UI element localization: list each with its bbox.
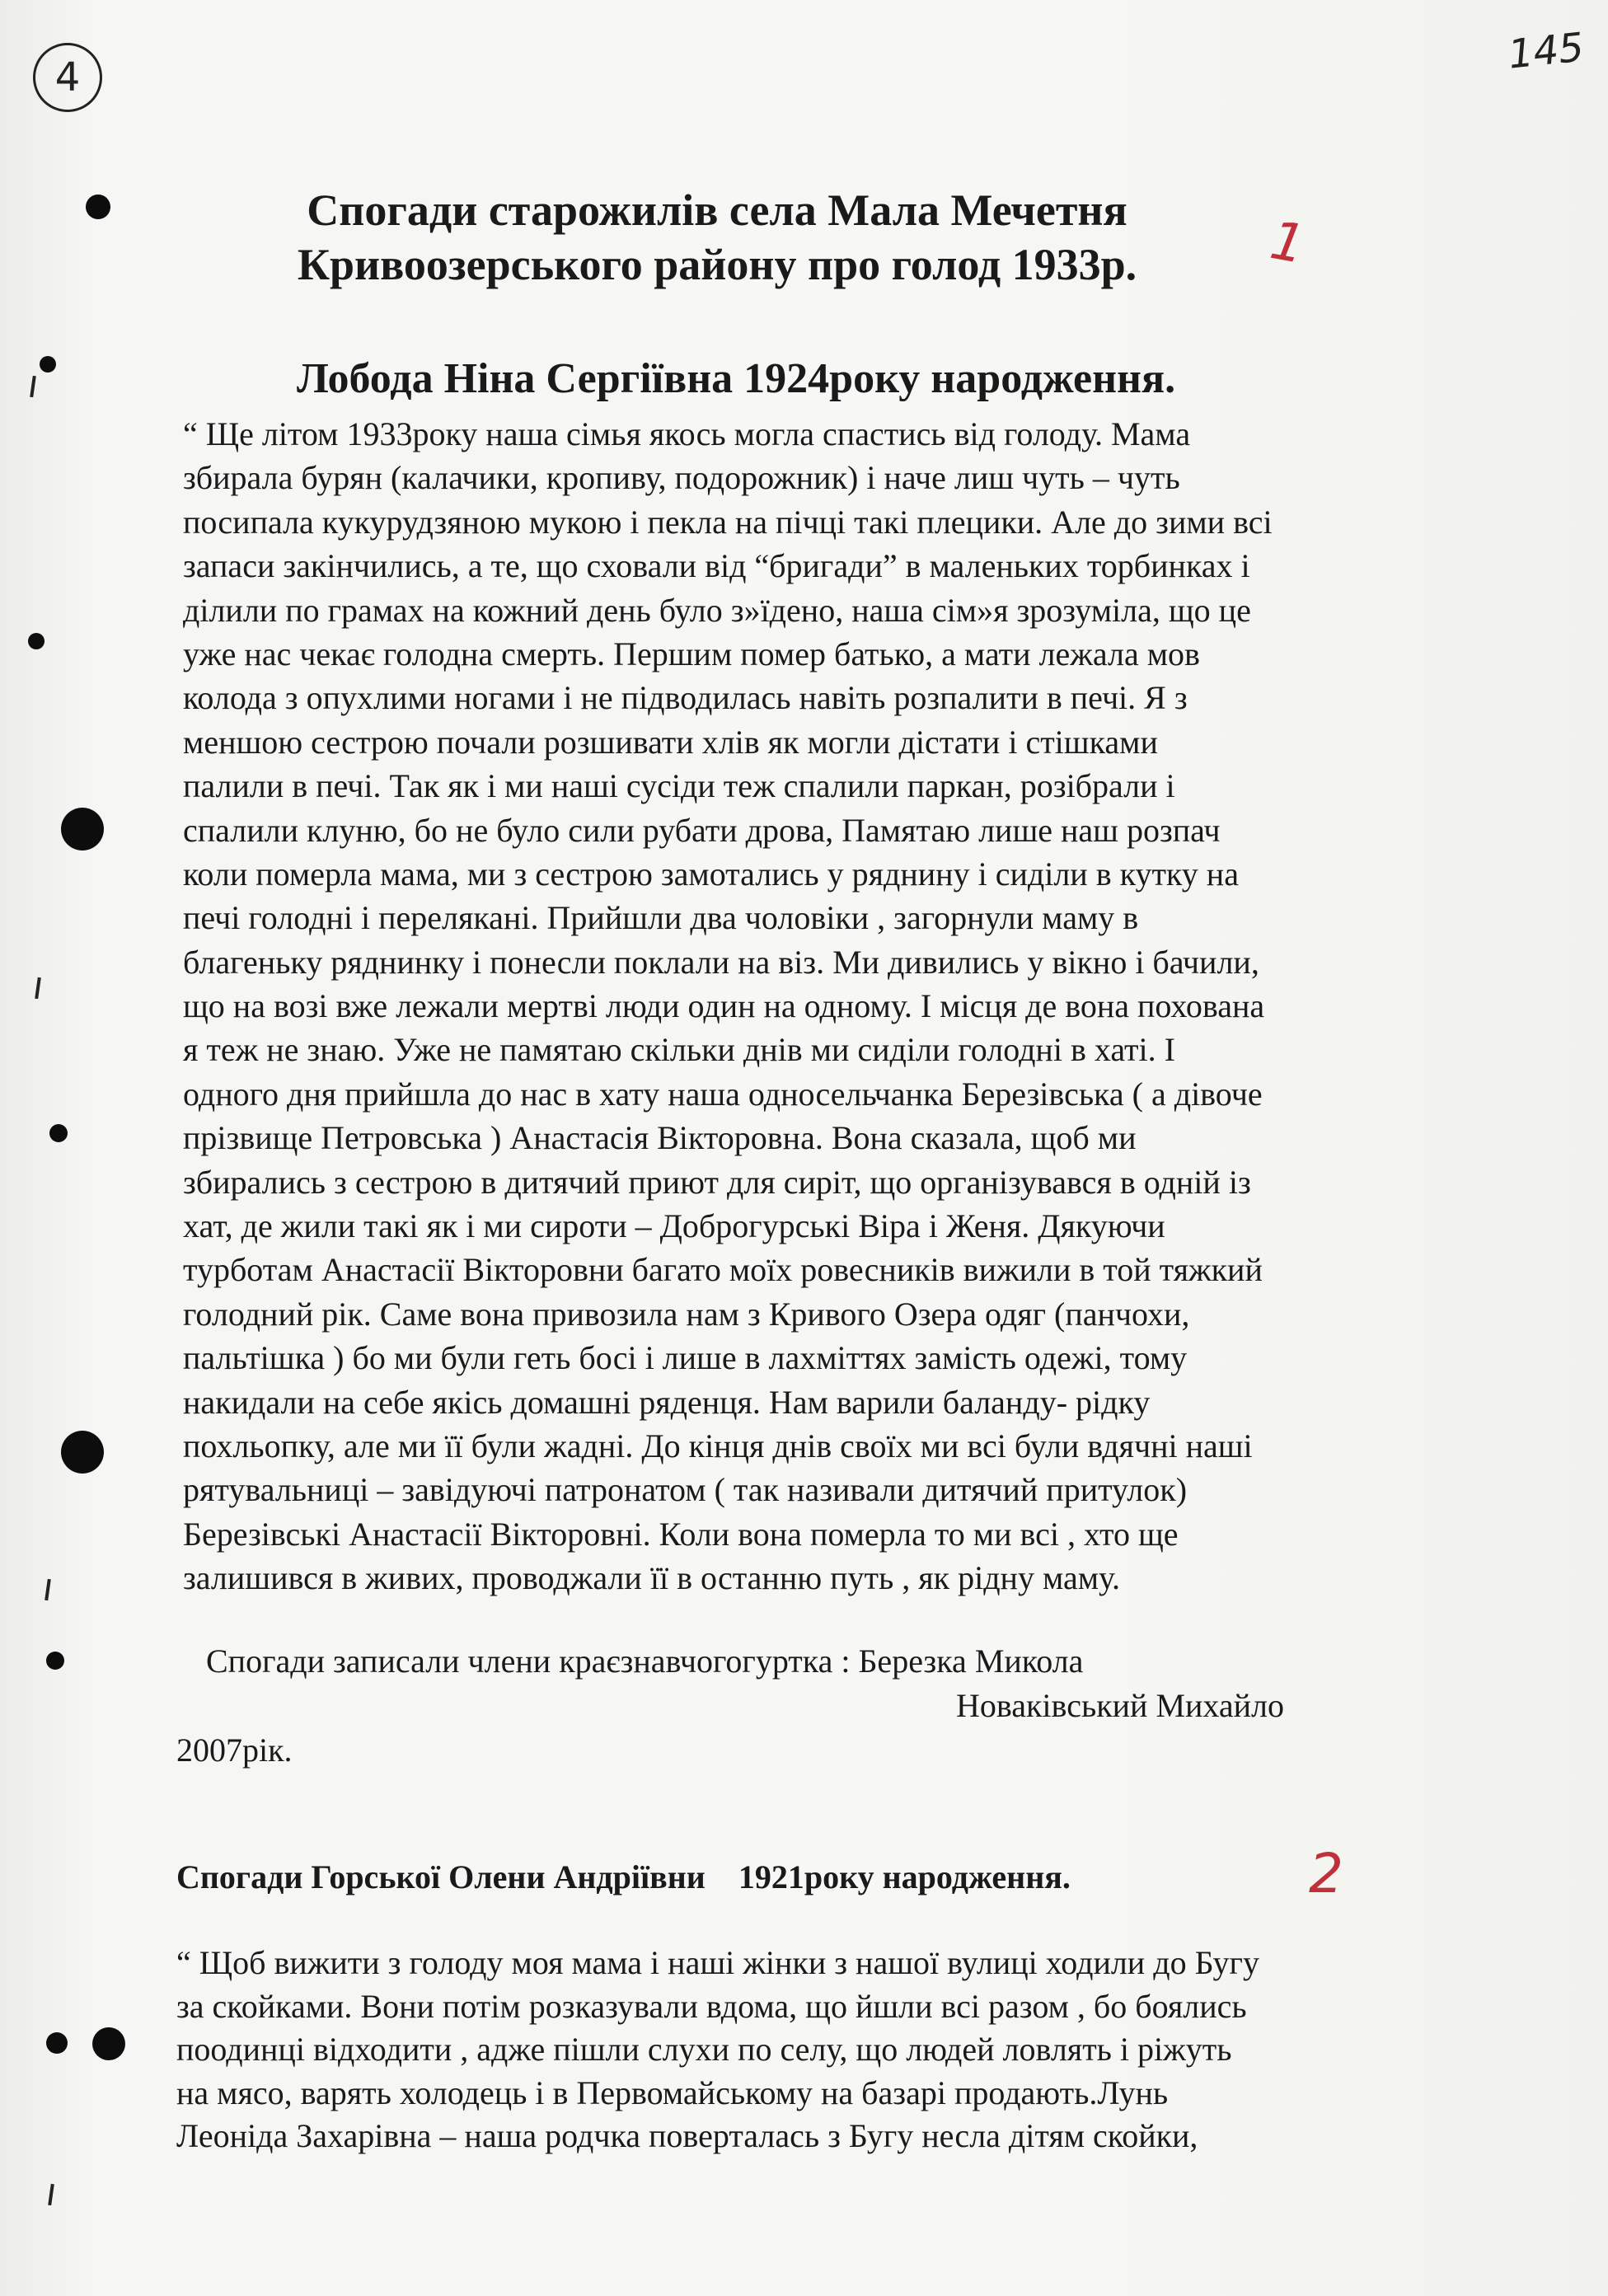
text-line: накидали на себе якісь домашні ряденця. Нам варили баланду- рідку [183, 1383, 1151, 1421]
binder-hole [28, 633, 45, 649]
title-line-1: Спогади старожилів села Мала Мечетня [307, 185, 1127, 235]
binder-hole [49, 1124, 68, 1142]
text-line: поодинці відходити , адже пішли слухи по селу, що людей ловлять і ріжуть [176, 2031, 1232, 2068]
section-2-heading: Спогади Горської Олени Андріївни 1921року народження. [176, 1858, 1071, 1895]
recorded-by-line: Спогади записали члени краєзнавчогогуртка : Березка Микола [206, 1642, 1084, 1680]
text-line: благеньку ряднинку і понесли поклали на віз. Ми дивились у вікно і бачили, [183, 943, 1259, 981]
section-1-body [183, 412, 1469, 1600]
text-line: “ Щоб вижити з голоду моя мама і наші жінки з нашої вулиці ходили до Бугу [176, 1944, 1259, 1981]
text-line: Леоніда Захарівна – наша родчка поверталась з Бугу несла дітям скойки, [176, 2117, 1198, 2154]
text-line: спалили клуню, бо не було сили рубати дрова, Памятаю лише наш розпач [183, 811, 1221, 849]
text-line: що на возі вже лежали мертві люди один на одному. І місця де вона похована [183, 987, 1265, 1025]
text-line: колода з опухлими ногами і не підводилась навіть розпалити в печі. Я з [183, 679, 1188, 717]
recorded-by-second-name: Новаківський Михайло [956, 1687, 1285, 1724]
red-mark-1: 1 [1265, 210, 1310, 276]
title-line-2: Кривоозерського району про голод 1933р. [297, 240, 1137, 289]
margin-tick [48, 2184, 54, 2205]
margin-tick [45, 1579, 51, 1600]
text-line: палили в печі. Так як і ми наші сусіди теж спалили паркан, розібрали і [183, 767, 1175, 805]
text-line: одного дня прийшла до нас в хату наша односельчанка Березівська ( а дівоче [183, 1075, 1263, 1113]
binder-hole [86, 194, 110, 219]
text-line: “ Ще літом 1933року наша сімья якось могла спастись від голоду. Мама [183, 415, 1191, 452]
text-line: посипала кукурудзяною мукою і пекла на пічці такі плецики. Але до зими всі [183, 503, 1273, 541]
text-line: голодний рік. Саме вона привозила нам з Кривого Озера одяг (панчохи, [183, 1295, 1190, 1333]
text-line: Березівські Анастасії Вікторовні. Коли вона померла то ми всі , хто ще [183, 1515, 1179, 1553]
circled-page-number: 4 [33, 43, 102, 112]
archive-page-number: 145 [1506, 24, 1587, 78]
margin-tick [30, 376, 36, 397]
section-1-heading: Лобода Ніна Сергіївна 1924року народження. [297, 355, 1176, 402]
binder-hole [40, 356, 56, 373]
record-year: 2007рік. [176, 1731, 293, 1769]
binder-hole [92, 2027, 125, 2060]
binder-hole [61, 808, 104, 850]
text-line: печі голодні і перелякані. Прийшли два чоловіки , загорнули маму в [183, 899, 1139, 937]
text-line: на мясо, варять холодець і в Первомайському на базарі продають.Лунь [176, 2073, 1169, 2111]
binder-hole [46, 2032, 68, 2054]
text-line: похльопку, але ми її були жадні. До кінця днів своїх ми всі були вдячні наші [183, 1427, 1253, 1464]
margin-tick [35, 977, 41, 999]
text-line: залишився в живих, проводжали її в останню путь , як рідну маму. [183, 1559, 1121, 1597]
text-line: прізвище Петровська ) Анастасія Вікторовна. Вона сказала, щоб ми [183, 1119, 1137, 1157]
binder-hole [46, 1652, 64, 1670]
text-line: меншою сестрою почали розшивати хлів як могли дістати і стішками [183, 723, 1158, 761]
text-line: пальтішка ) бо ми були геть босі і лише в лахміттях замість одежі, тому [183, 1339, 1188, 1377]
text-line: я теж не знаю. Уже не памятаю скільки днів ми сиділи голодні в хаті. І [183, 1031, 1175, 1069]
section-2-body [176, 1942, 1462, 2158]
red-mark-2: 2 [1309, 1842, 1343, 1905]
text-line: ділили по грамах на кожний день було з»їдено, наша сім»я зрозуміла, що це [183, 591, 1251, 629]
text-line: збирались з сестрою в дитячий приют для сиріт, що організувався в одній із [183, 1163, 1251, 1201]
text-line: хат, де жили такі як і ми сироти – Доброгурські Віра і Женя. Дякуючи [183, 1207, 1165, 1245]
text-line: коли померла мама, ми з сестрою замотались у ряднину і сиділи в кутку на [183, 855, 1239, 893]
text-line: збирала бурян (калачики, кропиву, подорожник) і наче лиш чуть – чуть [183, 459, 1180, 497]
text-line: рятувальниці – завідуючі патронатом ( так називали дитячий притулок) [183, 1471, 1188, 1509]
text-line: запаси закінчились, а те, що сховали від “бригади” в маленьких торбинках і [183, 547, 1250, 585]
document-title [165, 183, 1269, 292]
text-line: за скойками. Вони потім розказували вдома, що йшли всі разом , бо боялись [176, 1987, 1247, 2025]
text-line: уже нас чекає голодна смерть. Першим помер батько, а мати лежала мов [183, 635, 1200, 672]
text-line: турботам Анастасії Вікторовни багато моїх ровесників вижили в той тяжкий [183, 1251, 1263, 1289]
binder-hole [61, 1431, 104, 1474]
